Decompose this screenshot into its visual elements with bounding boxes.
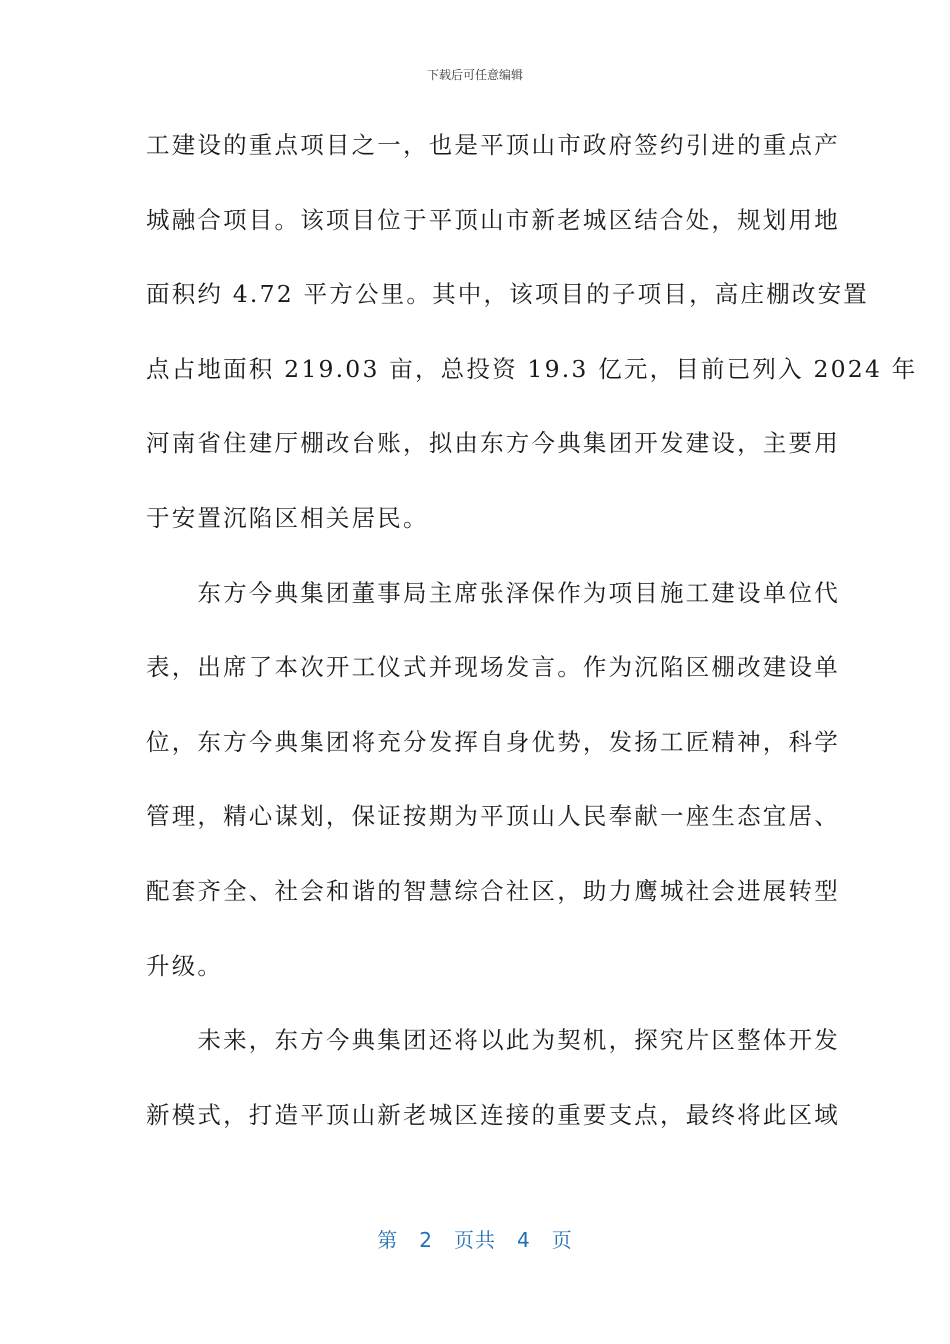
text-line: 面积约 4.72 平方公里。其中，该项目的子项目，高庄棚改安置 (146, 280, 869, 309)
text-line: 东方今典集团董事局主席张泽保作为项目施工建设单位代 (146, 578, 840, 607)
text-line: 工建设的重点项目之一，也是平顶山市政府签约引进的重点产 (146, 131, 840, 159)
text-line: 管理，精心谋划，保证按期为平顶山人民奉献一座生态宜居、 (146, 802, 840, 831)
text-line: 升级。 (146, 951, 224, 980)
text-line: 点占地面积 219.03 亩，总投资 19.3 亿元，目前已列入 2024 年 (146, 354, 918, 383)
text-line: 于安置沉陷区相关居民。 (146, 503, 429, 532)
text-line: 新模式，打造平顶山新老城区连接的重要支点，最终将此区域 (146, 1100, 840, 1129)
text-line: 表，出席了本次开工仪式并现场发言。作为沉陷区棚改建设单 (146, 653, 840, 682)
text-line: 未来，东方今典集团还将以此为契机，探究片区整体开发 (146, 1026, 840, 1055)
text-line: 城融合项目。该项目位于平顶山市新老城区结合处，规划用地 (146, 205, 840, 234)
text-line: 配套齐全、社会和谐的智慧综合社区，助力鹰城社会进展转型 (146, 876, 840, 905)
page-header: 下载后可任意编辑 (426, 68, 523, 82)
text-line: 河南省住建厅棚改台账，拟由东方今典集团开发建设，主要用 (146, 429, 840, 458)
text-line: 位，东方今典集团将充分发挥自身优势，发扬工匠精神，科学 (146, 727, 840, 756)
document-body (146, 120, 918, 1164)
page-number-footer: 第 2 页共 4 页 (377, 1228, 573, 1252)
